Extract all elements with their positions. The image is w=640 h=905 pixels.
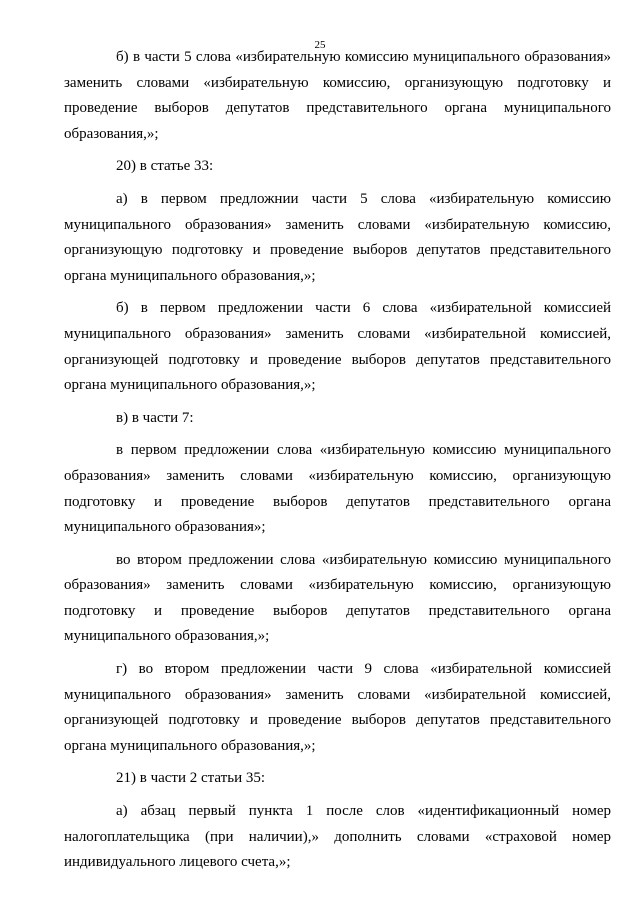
paragraph-item-a-point-1: а) абзац первый пункта 1 после слов «идентификационный номер налогоплательщика (при наличии),» дополнить словами «страховой номер индивидуального лицевого счета,»; (64, 803, 611, 871)
paragraph-item-g-part-9: г) во втором предложении части 9 слова «избирательной комиссией муниципального образования» заменить словами «избирательной комиссией, организующей подготовку и проведение выборов депутатов представительного органа муниципального образования,»; (64, 661, 611, 754)
paragraph-item-b-part-6: б) в первом предложении части 6 слова «избирательной комиссией муниципального образования» заменить словами «избирательной комиссией, организующей подготовку и проведение выборов депутатов представительного органа муниципального образования,»; (64, 300, 611, 394)
paragraph-first-sentence: в первом предложении слова «избирательную комиссию муниципального образования» заменить словами «избирательную комиссию, организующую подготовку и проведение выборов депутатов представительного органа муниципального образования»; (64, 442, 611, 536)
paragraph-item-v-part-7: в) в части 7: (116, 409, 194, 426)
paragraph-item-21-article-35: 21) в части 2 статьи 35: (116, 770, 266, 787)
paragraph-item-b-part-5: б) в части 5 слова «избирательную комиссию муниципального образования» заменить словами «избирательную комиссию, организующую подготовку и проведение выборов депутатов представительного органа муниципального образования,»; (64, 49, 611, 142)
document-body (64, 45, 611, 876)
page-number: 25 (314, 39, 326, 51)
paragraph-item-20-article-33: 20) в статье 33: (116, 158, 214, 175)
paragraph-item-a-part-5: а) в первом предложнии части 5 слова «избирательную комиссию муниципального образования» заменить словами «избирательную комиссию, организующую подготовку и проведение выборов депутатов представительного органа муниципального образования,»; (64, 190, 611, 284)
paragraph-second-sentence: во втором предложении слова «избирательную комиссию муниципального образования» заменить словами «избирательную комиссию, организующую подготовку и проведение выборов депутатов представительного органа муниципального образования,»; (64, 551, 611, 645)
